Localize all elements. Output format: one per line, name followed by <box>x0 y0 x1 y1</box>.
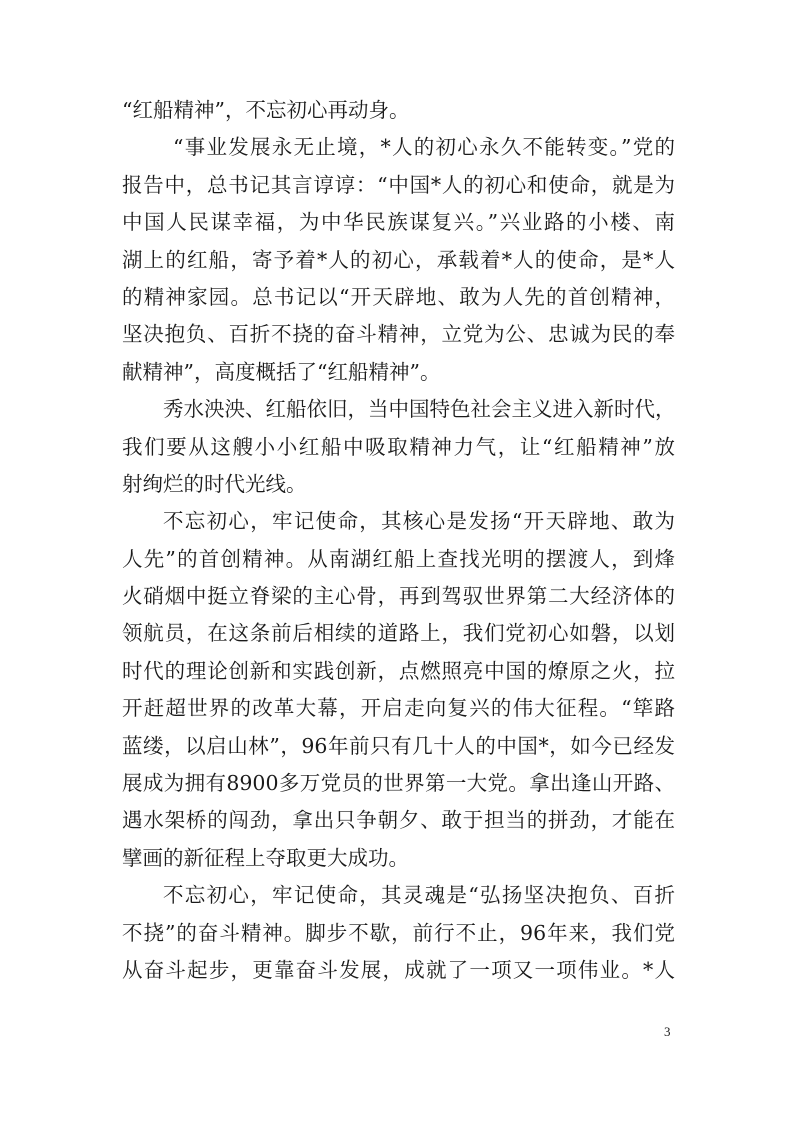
text-line: 蓝缕，以启山林”，96年前只有几十人的中国*，如今已经发 <box>122 733 675 758</box>
text-line: 不忘初心，牢记使命，其灵魂是“弘扬坚决抱负、百折 <box>163 883 675 908</box>
text-line: 火硝烟中挺立脊梁的主心骨，再到驾驭世界第二大经济体的 <box>122 584 675 609</box>
text-line: 开赶超世界的改革大幕，开启走向复兴的伟大征程。“筚路 <box>122 696 675 721</box>
text-line: “事业发展永无止境，*人的初心永久不能转变。”党的 <box>173 135 675 160</box>
text-line: 中国人民谋幸福，为中华民族谋复兴。”兴业路的小楼、南 <box>122 210 675 235</box>
document-body <box>122 92 675 989</box>
text-line: “红船精神”，不忘初心再动身。 <box>122 98 410 122</box>
text-line: 湖上的红船，寄予着*人的初心，承载着*人的使命，是*人 <box>122 247 675 272</box>
text-line: 擘画的新征程上夺取更大成功。 <box>122 845 409 870</box>
text-line: 不忘初心，牢记使命，其核心是发扬“开天辟地、敢为 <box>163 509 675 534</box>
text-line: 坚决抱负、百折不挠的奋斗精神，立党为公、忠诚为民的奉 <box>122 322 675 347</box>
text-line: 从奋斗起步，更靠奋斗发展，成就了一项又一项伟业。*人 <box>122 957 675 982</box>
text-line: 时代的理论创新和实践创新，点燃照亮中国的燎原之火，拉 <box>122 658 675 683</box>
text-line: 的精神家园。总书记以“开天辟地、敢为人先的首创精神， <box>122 284 675 309</box>
text-line: 献精神”，高度概括了“红船精神”。 <box>122 359 441 384</box>
text-line: 秀水泱泱、红船依旧，当中国特色社会主义进入新时代， <box>163 397 675 422</box>
text-line: 射绚烂的时代光线。 <box>122 471 307 496</box>
text-line: 不挠”的奋斗精神。脚步不歇，前行不止，96年来，我们党 <box>122 920 675 945</box>
text-line: 报告中，总书记其言谆谆：“中国*人的初心和使命，就是为 <box>122 172 675 197</box>
page-number: 3 <box>664 1024 671 1039</box>
text-line: 人先”的首创精神。从南湖红船上查找光明的摆渡人，到烽 <box>122 546 675 571</box>
text-line: 我们要从这艘小小红船中吸取精神力气，让“红船精神”放 <box>122 434 675 459</box>
text-line: 展成为拥有8900多万党员的世界第一大党。拿出逢山开路、 <box>122 771 675 796</box>
text-line: 领航员，在这条前后相续的道路上，我们党初心如磐，以划 <box>122 621 675 646</box>
text-line: 遇水架桥的闯劲，拿出只争朝夕、敢于担当的拼劲，才能在 <box>122 808 675 833</box>
